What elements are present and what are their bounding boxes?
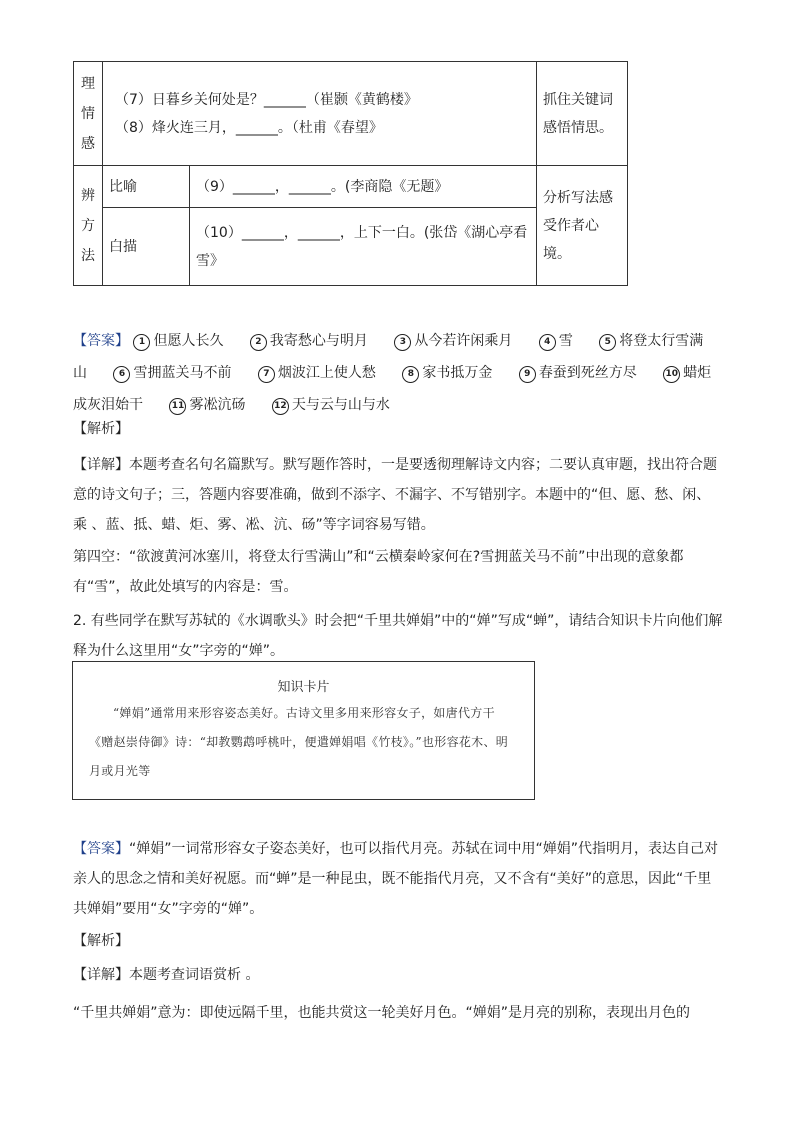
answer-items bbox=[73, 333, 711, 413]
answer-item bbox=[519, 365, 637, 381]
item-text: 将登太行雪满山 bbox=[73, 333, 704, 381]
detail-paragraph bbox=[73, 450, 723, 540]
method-cell: 白描 bbox=[103, 208, 190, 286]
detail-label: 【详解】 bbox=[73, 457, 129, 473]
answer-item bbox=[250, 333, 368, 349]
question-2: 2. 有些同学在默写苏轼的《水调歌头》时会把“千里共婵娟”中的“婵”写成“蝉”，请结合知识卡片向他们解释为什么这里用“女”字旁的“婵”。 bbox=[73, 613, 723, 659]
item-text: 蜡炬成灰泪始干 bbox=[73, 365, 712, 413]
item-number-badge: 12 bbox=[272, 398, 289, 415]
detail-label: 【详解】 bbox=[73, 967, 129, 983]
detail-text: 本题考查词语赏析 。 bbox=[129, 967, 260, 983]
item-text: 雾凇沆砀 bbox=[189, 397, 246, 413]
fourth-blank-paragraph: 第四空：“欲渡黄河冰塞川，将登太行雪满山”和“云横秦岭家何在?雪拥蓝关马不前”中出现的意象都有“雪”，故此处填写的内容是：雪。 bbox=[73, 549, 684, 595]
table-row bbox=[74, 166, 628, 208]
answer-item bbox=[113, 365, 231, 381]
item-number-badge: 7 bbox=[258, 366, 275, 383]
item-number-badge: 1 bbox=[133, 334, 150, 351]
answer-label: 【答案】 bbox=[73, 841, 129, 857]
category-char: 感 bbox=[81, 135, 95, 152]
item-number-badge: 3 bbox=[394, 334, 411, 351]
item-number-badge: 2 bbox=[250, 334, 267, 351]
answer-text: “婵娟”一词常形容女子姿态美好，也可以指代月亮。苏轼在词中用“婵娟”代指明月，表达自己对亲人的思念之情和美好祝愿。而“蝉”是一种昆虫，既不能指代月亮，又不含有“美好”的意思，因此“千里共婵娟”要用“女”字旁的“婵”。 bbox=[73, 841, 719, 917]
question-line-9: （9）______，______。(李商隐《无题》 bbox=[190, 166, 537, 208]
item-number-badge: 9 bbox=[519, 366, 536, 383]
category-char: 法 bbox=[81, 247, 95, 264]
card-title: 知识卡片 bbox=[277, 680, 330, 695]
question-cell bbox=[103, 62, 537, 166]
item-text: 天与云与山与水 bbox=[291, 397, 390, 413]
category-char: 方 bbox=[81, 217, 95, 234]
answer-item bbox=[258, 365, 376, 381]
item-text: 我寄愁心与明月 bbox=[269, 333, 368, 349]
question-line-7: （7）日暮乡关何处是？______（崔颢《黄鹤楼》 bbox=[115, 91, 418, 108]
answer-item bbox=[169, 397, 245, 413]
recitation-table bbox=[73, 61, 628, 286]
item-number-badge: 6 bbox=[113, 366, 130, 383]
card-body: “婵娟”通常用来形容姿态美好。古诗文里多用来形容女子，如唐代方干《赠赵崇侍御》诗：“却教鹦鹉呼桃叶，便遣婵娟唱《竹枝》。”也形容花木、明月或月光等 bbox=[89, 706, 509, 778]
item-text: 从今若许闲乘月 bbox=[414, 333, 513, 349]
item-text: 春蚕到死丝方尽 bbox=[538, 365, 637, 381]
summary-cell: 分析写法感受作者心境。 bbox=[537, 166, 628, 286]
answer-item bbox=[272, 397, 390, 413]
item-number-badge: 4 bbox=[539, 334, 556, 351]
answer-item bbox=[402, 365, 492, 381]
answer-block-2 bbox=[73, 834, 723, 924]
item-number-badge: 5 bbox=[599, 334, 616, 351]
item-number-badge: 8 bbox=[402, 366, 419, 383]
meaning-paragraph: “千里共婵娟”意为：即使远隔千里，也能共赏这一轮美好月色。“婵娟”是月亮的别称，表现出月色的 bbox=[73, 1005, 691, 1021]
analysis-label: 【解析】 bbox=[73, 421, 129, 437]
knowledge-card bbox=[72, 661, 535, 800]
analysis-label: 【解析】 bbox=[73, 933, 129, 949]
answer-item bbox=[133, 333, 223, 349]
question-line-8: （8）烽火连三月，______。（杜甫《春望》 bbox=[115, 119, 383, 136]
answer-label: 【答案】 bbox=[73, 333, 129, 349]
detail-text: 本题考查名句名篇默写。默写题作答时，一是要透彻理解诗文内容；二要认真审题，找出符合题意的诗文句子；三，答题内容要准确，做到不添字、不漏字、不写错别字。本题中的“但、愿、愁、闲、乘 、蓝、抵、蜡、炬、雾、凇、沆、砀”等字词容易写错。 bbox=[73, 457, 717, 533]
item-number-badge: 11 bbox=[169, 398, 186, 415]
item-text: 家书抵万金 bbox=[422, 365, 493, 381]
item-text: 雪拥蓝关马不前 bbox=[133, 365, 232, 381]
answer-item bbox=[394, 333, 512, 349]
item-number-badge: 10 bbox=[663, 366, 680, 383]
item-text: 雪 bbox=[558, 333, 573, 349]
category-char: 理 bbox=[81, 75, 95, 92]
detail-paragraph bbox=[73, 964, 723, 986]
category-char: 情 bbox=[81, 105, 95, 122]
answer-block-1 bbox=[73, 325, 723, 421]
question-line-10: （10）______，______，上下一白。(张岱《湖心亭看雪》 bbox=[190, 208, 537, 286]
item-text: 但愿人长久 bbox=[153, 333, 224, 349]
category-char: 辨 bbox=[81, 187, 95, 204]
category-cell bbox=[74, 166, 103, 286]
summary-cell: 抓住关键词感悟情思。 bbox=[537, 62, 628, 166]
table-row bbox=[74, 62, 628, 166]
method-cell: 比喻 bbox=[103, 166, 190, 208]
category-cell bbox=[74, 62, 103, 166]
item-text: 烟波江上使人愁 bbox=[277, 365, 376, 381]
answer-item bbox=[539, 333, 573, 349]
